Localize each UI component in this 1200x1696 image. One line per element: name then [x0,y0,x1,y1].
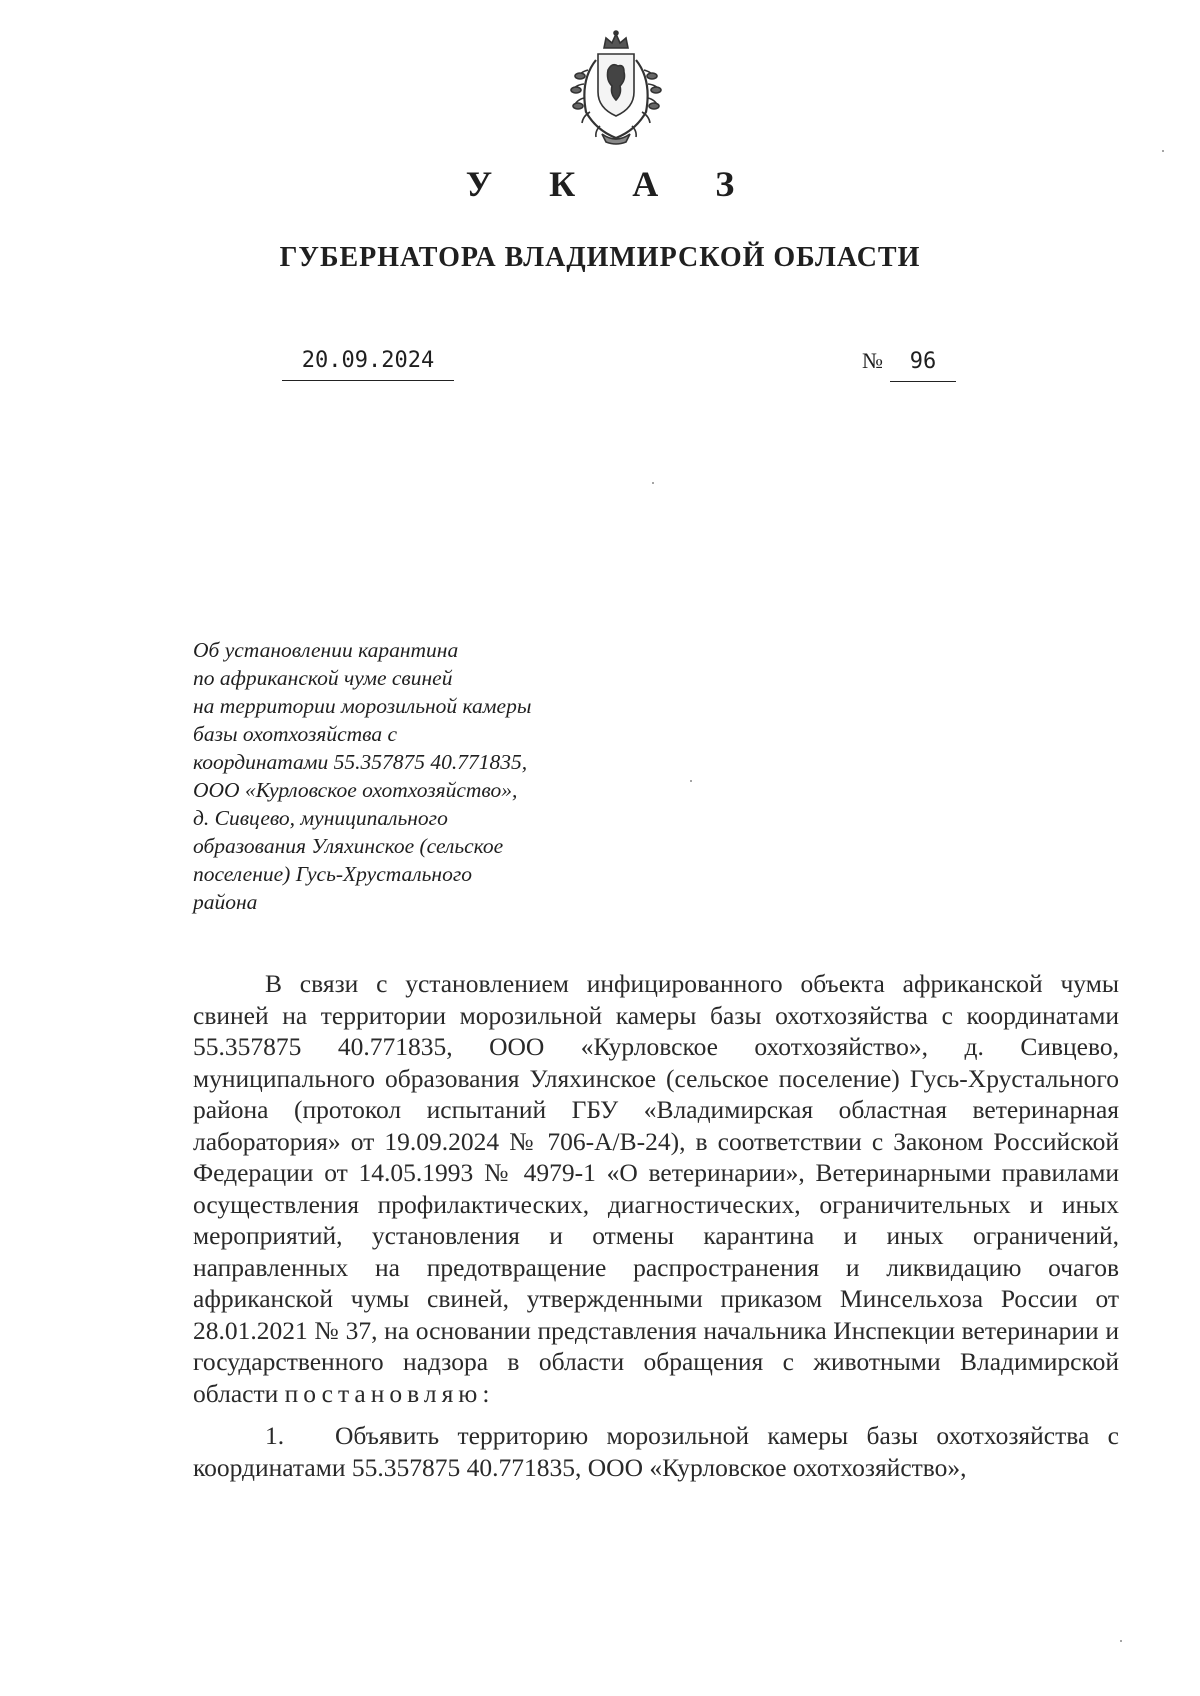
decree-number: 96 [890,347,956,382]
decree-body [193,968,1119,1494]
scan-speck [690,780,692,782]
decree-date: 20.09.2024 [282,346,454,381]
decree-number-field [862,346,962,382]
document-subtitle: ГУБЕРНАТОРА ВЛАДИМИРСКОЙ ОБЛАСТИ [279,242,921,273]
decree-heading [193,636,581,916]
heading-line: по африканской чуме свиней [193,666,453,690]
coat-of-arms-emblem [566,30,666,146]
scan-speck [1120,1640,1122,1642]
preamble-text: В связи с установлением инфицированного объекта африканской чумы свиней на территории морозильной камеры базы охотхозяйства с координатами 55.357875 40.771835, ООО «Курловское охотхозяйство», д. Сивцево, муниципального образования Уляхинское (сельское поселение) Гусь-Хрустального района (протокол испытаний ГБУ «Владимирская областная ветеринарная лаборатория» от 19.09.2024 № 706-А/В-24), в соответствии с Законом Российской Федерации от 14.05.1993 № 4979-1 «О ветеринарии», Ветеринарными правилами осуществления профилактических, диагностических, ограничительных и иных мероприятий, установления и отмены карантина и иных ограничений, направленных на предотвращение распространения и ликвидацию очагов африканской чумы свиней, утвержденными приказом Минсельхоза России от 28.01.2021 № 37, на основании представления начальника Инспекции ветеринарии и государственного надзора в области обращения с животными Владимирской области [193,969,1119,1408]
heading-line: координатами 55.357875 40.771835, [193,750,528,774]
heading-line: образования Уляхинское (сельское [193,834,504,858]
item-1-text: Объявить территорию морозильной камеры базы охотхозяйства с координатами 55.357875 40.771835, ООО «Курловское охотхозяйство», [193,1421,1119,1482]
decree-word: постановляю: [284,1378,495,1408]
heading-line: Об установлении карантина [193,638,459,662]
heading-line: поселение) Гусь-Хрустального [193,862,472,886]
item-1-number: 1. [265,1421,285,1450]
scan-speck [1162,150,1164,152]
number-sign: № [862,348,883,373]
preamble-paragraph [193,968,1119,1409]
heading-line: базы охотхозяйства с [193,722,398,746]
document-title: У К А З [465,164,759,204]
item-1-paragraph [193,1420,1119,1483]
heading-line: на территории морозильной камеры [193,694,532,718]
heading-line: района [193,890,258,914]
heading-line: д. Сивцево, муниципального [193,806,448,830]
heading-line: ООО «Курловское охотхозяйство», [193,778,518,802]
scan-speck [652,482,654,484]
